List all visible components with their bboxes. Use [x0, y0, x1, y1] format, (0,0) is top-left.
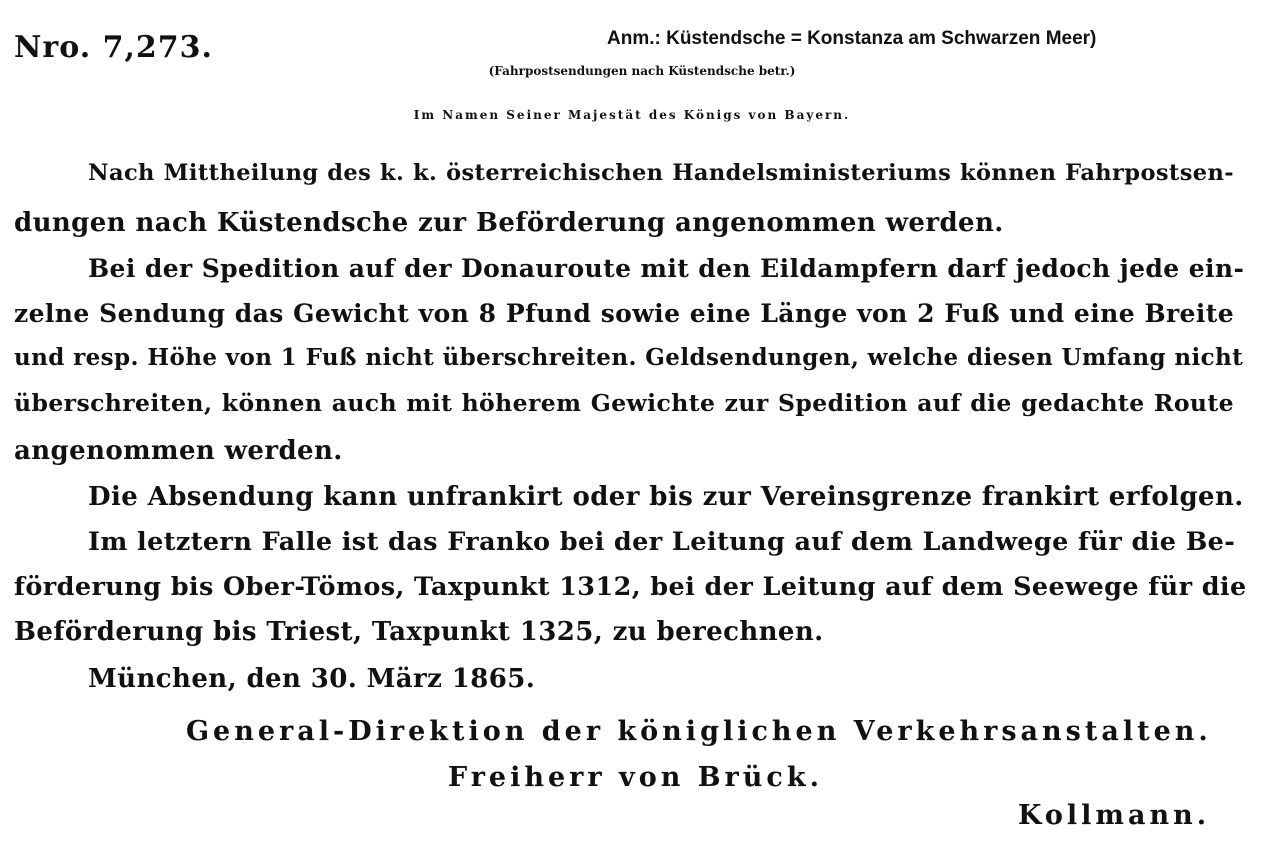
- document-heading: Im Namen Seiner Majestät des Königs von Bayern.: [413, 108, 851, 122]
- body-line-2: dungen nach Küstendsche zur Beförderung angenommen werden.: [14, 208, 1004, 238]
- body-line-8: Die Absendung kann unfrankirt oder bis zur Vereinsgrenze frankirt erfolgen.: [88, 482, 1244, 512]
- document-number: Nro. 7,273.: [14, 30, 213, 65]
- annotation-note: Anm.: Küstendsche = Konstanza am Schwarzen Meer): [607, 28, 1097, 49]
- body-line-11: Beförderung bis Triest, Taxpunkt 1325, zu berechnen.: [14, 617, 824, 647]
- body-line-4: zelne Sendung das Gewicht von 8 Pfund sowie eine Länge von 2 Fuß und eine Breite: [14, 299, 1234, 328]
- signatory-secretary: Kollmann.: [1018, 800, 1211, 831]
- signatory-baron: Freiherr von Brück.: [448, 762, 823, 793]
- body-line-10: förderung bis Ober-Tömos, Taxpunkt 1312, bei der Leitung auf dem Seewege für die: [14, 572, 1247, 602]
- body-line-5: und resp. Höhe von 1 Fuß nicht überschreiten. Geldsendungen, welche diesen Umfang nicht: [14, 344, 1244, 371]
- body-line-1: Nach Mittheilung des k. k. österreichischen Handelsministeriums können Fahrpostsen-: [88, 160, 1234, 186]
- date-line: München, den 30. März 1865.: [88, 664, 536, 694]
- body-line-6: überschreiten, können auch mit höherem Gewichte zur Spedition auf die gedachte Route: [14, 389, 1234, 417]
- body-line-9: Im letztern Falle ist das Franko bei der Leitung auf dem Landwege für die Be-: [88, 527, 1236, 557]
- body-line-7: angenommen werden.: [14, 436, 343, 466]
- body-line-3: Bei der Spedition auf der Donauroute mit den Eildampfern darf jedoch jede ein-: [88, 254, 1245, 283]
- document-subject: (Fahrpostsendungen nach Küstendsche betr.): [488, 64, 796, 78]
- issuing-authority: General-Direktion der königlichen Verkehrsanstalten.: [186, 716, 1212, 747]
